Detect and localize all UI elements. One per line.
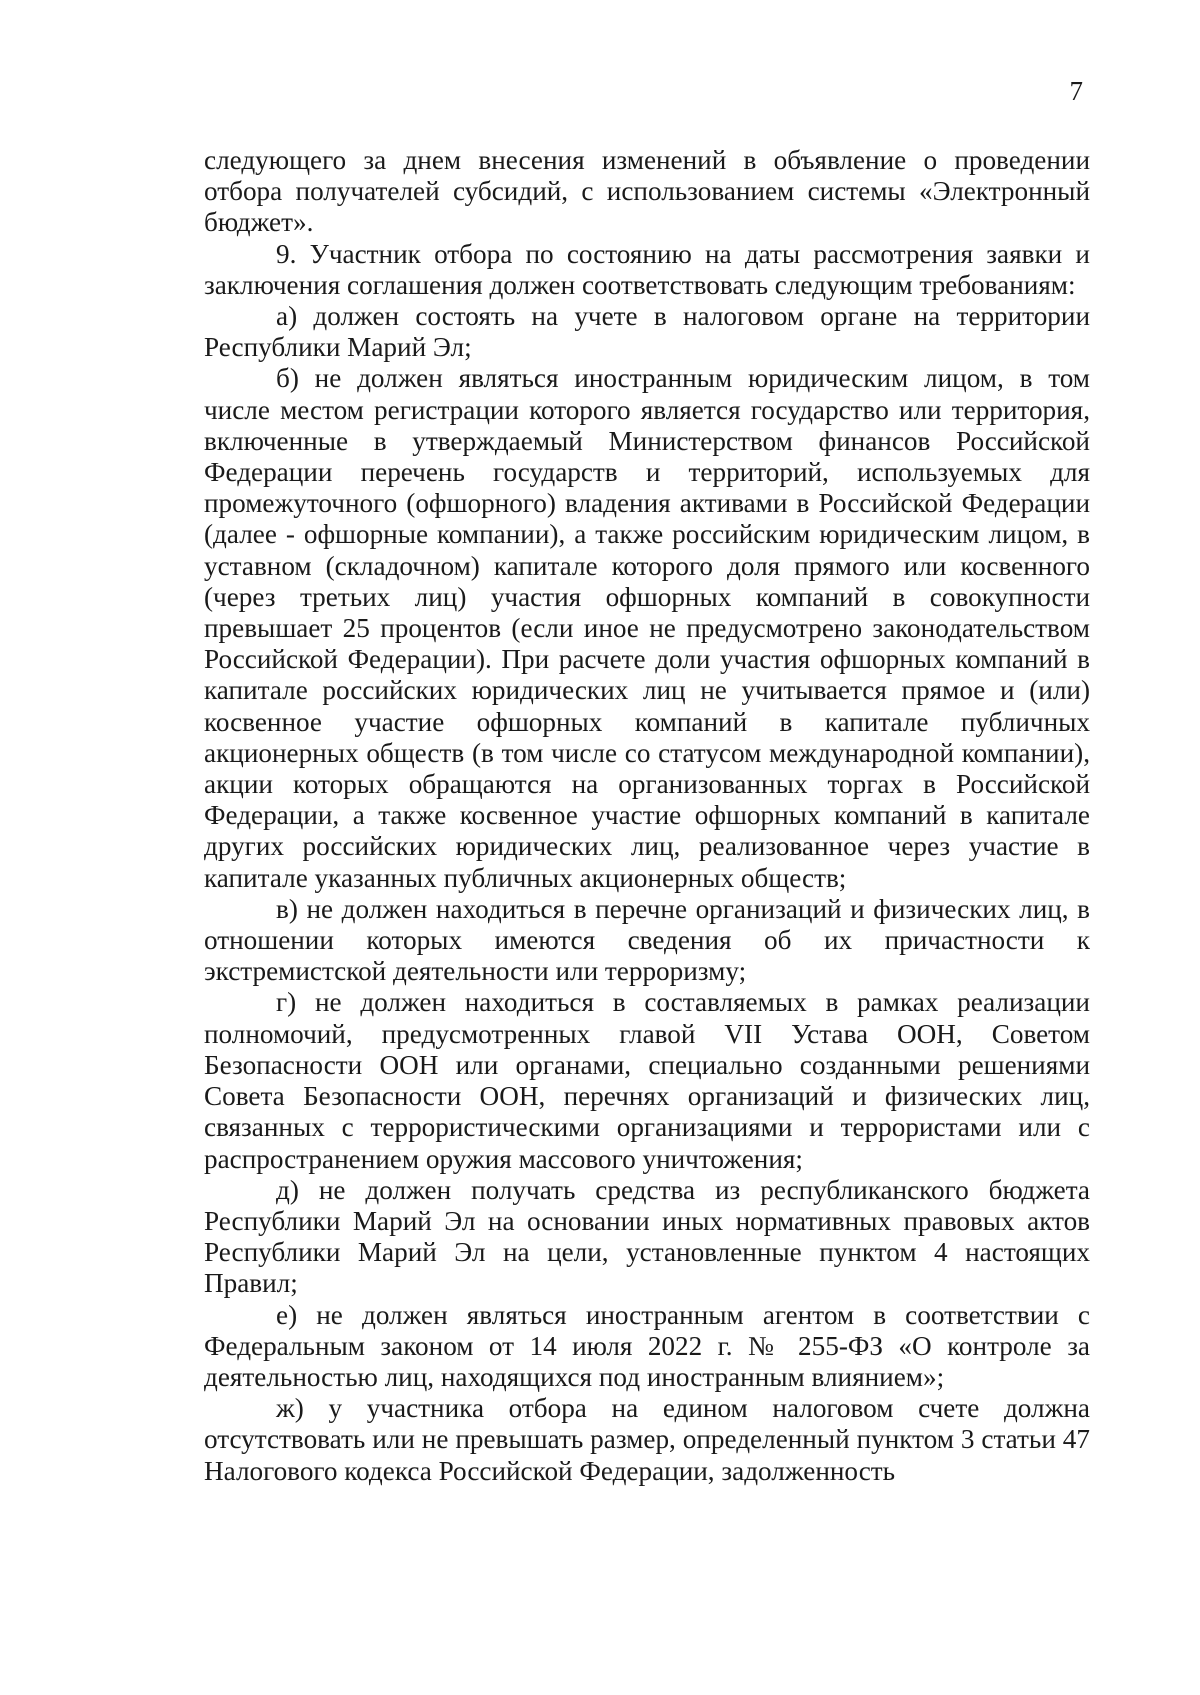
- paragraph-item-v: в) не должен находиться в перечне организаций и физических лиц, в отношении которых имеются сведения об их причастности к экстремистской деятельности или терроризму;: [204, 893, 1090, 987]
- paragraph-item-a: а) должен состоять на учете в налоговом органе на территории Республики Марий Эл;: [204, 301, 1090, 363]
- paragraph-item-9: 9. Участник отбора по состоянию на даты рассмотрения заявки и заключения соглашения должен соответствовать следующим требованиям:: [204, 238, 1090, 300]
- paragraph-continuation: следующего за днем внесения изменений в объявление о проведении отбора получателей субсидий, с использованием системы «Электронный бюджет».: [204, 145, 1090, 238]
- paragraph-item-d: д) не должен получать средства из республиканского бюджета Республики Марий Эл на основании иных нормативных правовых актов Республики Марий Эл на цели, установленные пунктом 4 настоящих Правил;: [204, 1174, 1090, 1299]
- document-body: [204, 145, 1090, 1487]
- paragraph-item-b: б) не должен являться иностранным юридическим лицом, в том числе местом регистрации которого является государство или территория, включенные в утверждаемый Министерством финансов Российской Федерации перечень государств и территорий, используемых для промежуточного (офшорного) владения активами в Российской Федерации (далее - офшорные компании), а также российским юридическим лицом, в уставном (складочном) капитале которого доля прямого или косвенного (через третьих лиц) участия офшорных компаний в совокупности превышает 25 процентов (если иное не предусмотрено законодательством Российской Федерации). При расчете доли участия офшорных компаний в капитале российских юридических лиц не учитывается прямое и (или) косвенное участие офшорных компаний в капитале публичных акционерных обществ (в том числе со статусом международной компании), акции которых обращаются на организованных торгах в Российской Федерации, а также косвенное участие офшорных компаний в капитале других российских юридических лиц, реализованное через участие в капитале указанных публичных акционерных обществ;: [204, 363, 1090, 893]
- paragraph-item-zh: ж) у участника отбора на едином налоговом счете должна отсутствовать или не превышать размер, определенный пунктом 3 статьи 47 Налогового кодекса Российской Федерации, задолженность: [204, 1393, 1090, 1486]
- page-number: 7: [1069, 76, 1083, 106]
- paragraph-item-e: е) не должен являться иностранным агентом в соответствии с Федеральным законом от 14 июля 2022 г. № 255-ФЗ «О контроле за деятельностью лиц, находящихся под иностранным влиянием»;: [204, 1299, 1090, 1392]
- paragraph-item-g: г) не должен находиться в составляемых в рамках реализации полномочий, предусмотренных главой VII Устава ООН, Советом Безопасности ООН или органами, специально созданными решениями Совета Безопасности ООН, перечнях организаций и физических лиц, связанных с террористическими организациями и террористами или с распространением оружия массового уничтожения;: [204, 987, 1090, 1174]
